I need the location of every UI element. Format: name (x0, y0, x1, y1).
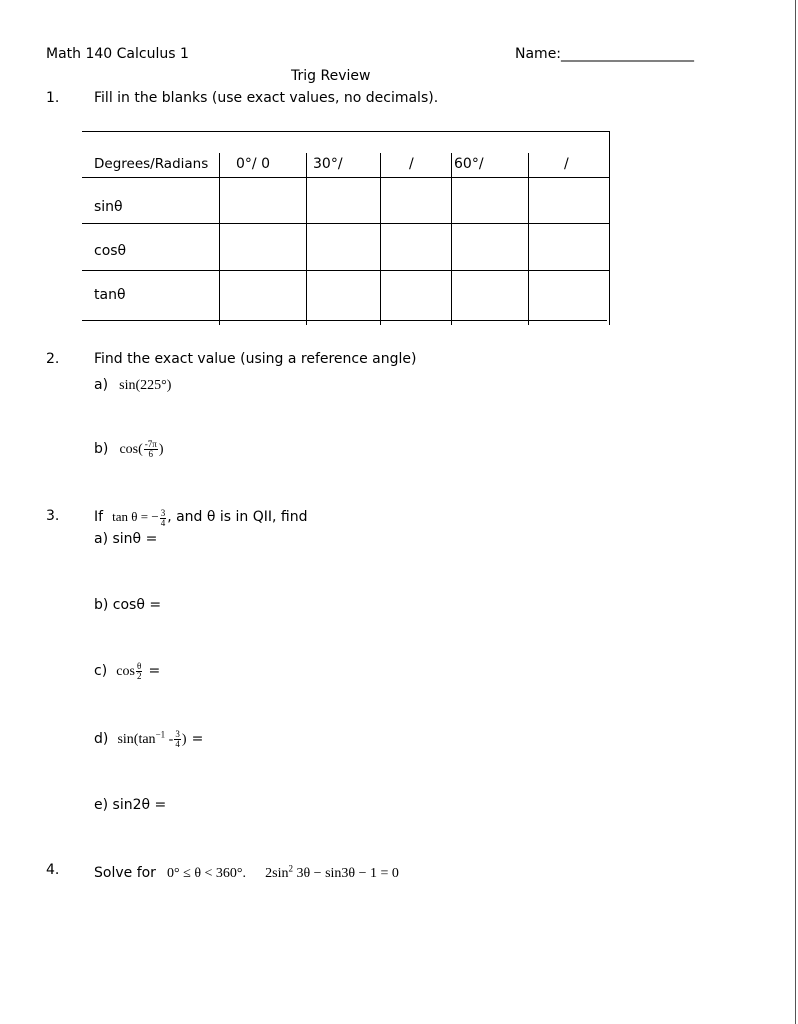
header-60: 60°/ (454, 156, 484, 172)
q3-number: 3. (46, 508, 60, 524)
table-col-line (219, 153, 220, 325)
row-label-sin: sinθ (94, 199, 123, 215)
q2-number: 2. (46, 351, 60, 367)
q2-a-expression: sin(225°) (119, 378, 172, 393)
q4-range: 0° ≤ θ < 360°. (167, 866, 247, 881)
table-col-line (306, 153, 307, 325)
table-line (82, 270, 609, 271)
q4-number: 4. (46, 862, 60, 878)
q3-prompt: If tan θ = − $\frac{3}{4}$ , and θ is in QII, find (94, 507, 308, 528)
header-degrees-radians: Degrees/Radians (94, 156, 209, 172)
page-edge (795, 0, 796, 1024)
q4-prompt: Solve for 0° ≤ θ < 360°. $2\sin^2$ 3θ − sin3θ − 1 = 0 (94, 863, 399, 881)
q4-equation: $2\sin^2$ 3θ − sin3θ − 1 = 0 (265, 863, 399, 881)
table-line (82, 177, 609, 178)
q2-prompt: Find the exact value (using a reference angle) (94, 351, 417, 367)
table-col-line (528, 153, 529, 325)
page-title: Trig Review (291, 68, 371, 84)
course-title: Math 140 Calculus 1 (46, 46, 189, 62)
q3-c-expression: cos $\frac{\theta}{2}$ (116, 661, 142, 682)
q3-part-c: c) cos $\frac{\theta}{2}$ = (94, 661, 161, 682)
header-45: / (409, 156, 414, 172)
q3-part-e: e) sin2θ = (94, 797, 167, 813)
table-col-line (380, 153, 381, 325)
table-top-line (82, 131, 610, 132)
table-right-line (609, 131, 610, 325)
q1-number: 1. (46, 90, 60, 106)
header-90: / (564, 156, 569, 172)
table-col-line (451, 153, 452, 325)
row-label-tan: tanθ (94, 287, 126, 303)
q3-part-a: a) sinθ = (94, 531, 158, 547)
name-label: Name: (515, 46, 562, 62)
table-line (82, 223, 609, 224)
q2-part-b: b) cos( $\frac{-7\pi}{6}$ ) (94, 439, 164, 460)
row-label-cos: cosθ (94, 243, 127, 259)
header-30: 30°/ (313, 156, 343, 172)
header-0: 0°/ 0 (236, 156, 270, 172)
q3-d-expression: $\sin(\tan^{-1}$ - $\frac{3}{4}$ ) (117, 729, 187, 750)
name-blank: ___________________ (561, 46, 695, 62)
name-field[interactable] (515, 46, 694, 62)
q3-part-d: d) $\sin(\tan^{-1}$ - $\frac{3}{4}$ ) = (94, 729, 204, 750)
q2-part-a: a) sin(225°) (94, 377, 172, 393)
q3-part-b: b) cosθ = (94, 597, 162, 613)
q1-prompt: Fill in the blanks (use exact values, no decimals). (94, 90, 439, 106)
q3-tan-expression: tan θ = − $\frac{3}{4}$ (112, 507, 166, 528)
q2-b-expression: cos( $\frac{-7\pi}{6}$ ) (119, 439, 164, 460)
